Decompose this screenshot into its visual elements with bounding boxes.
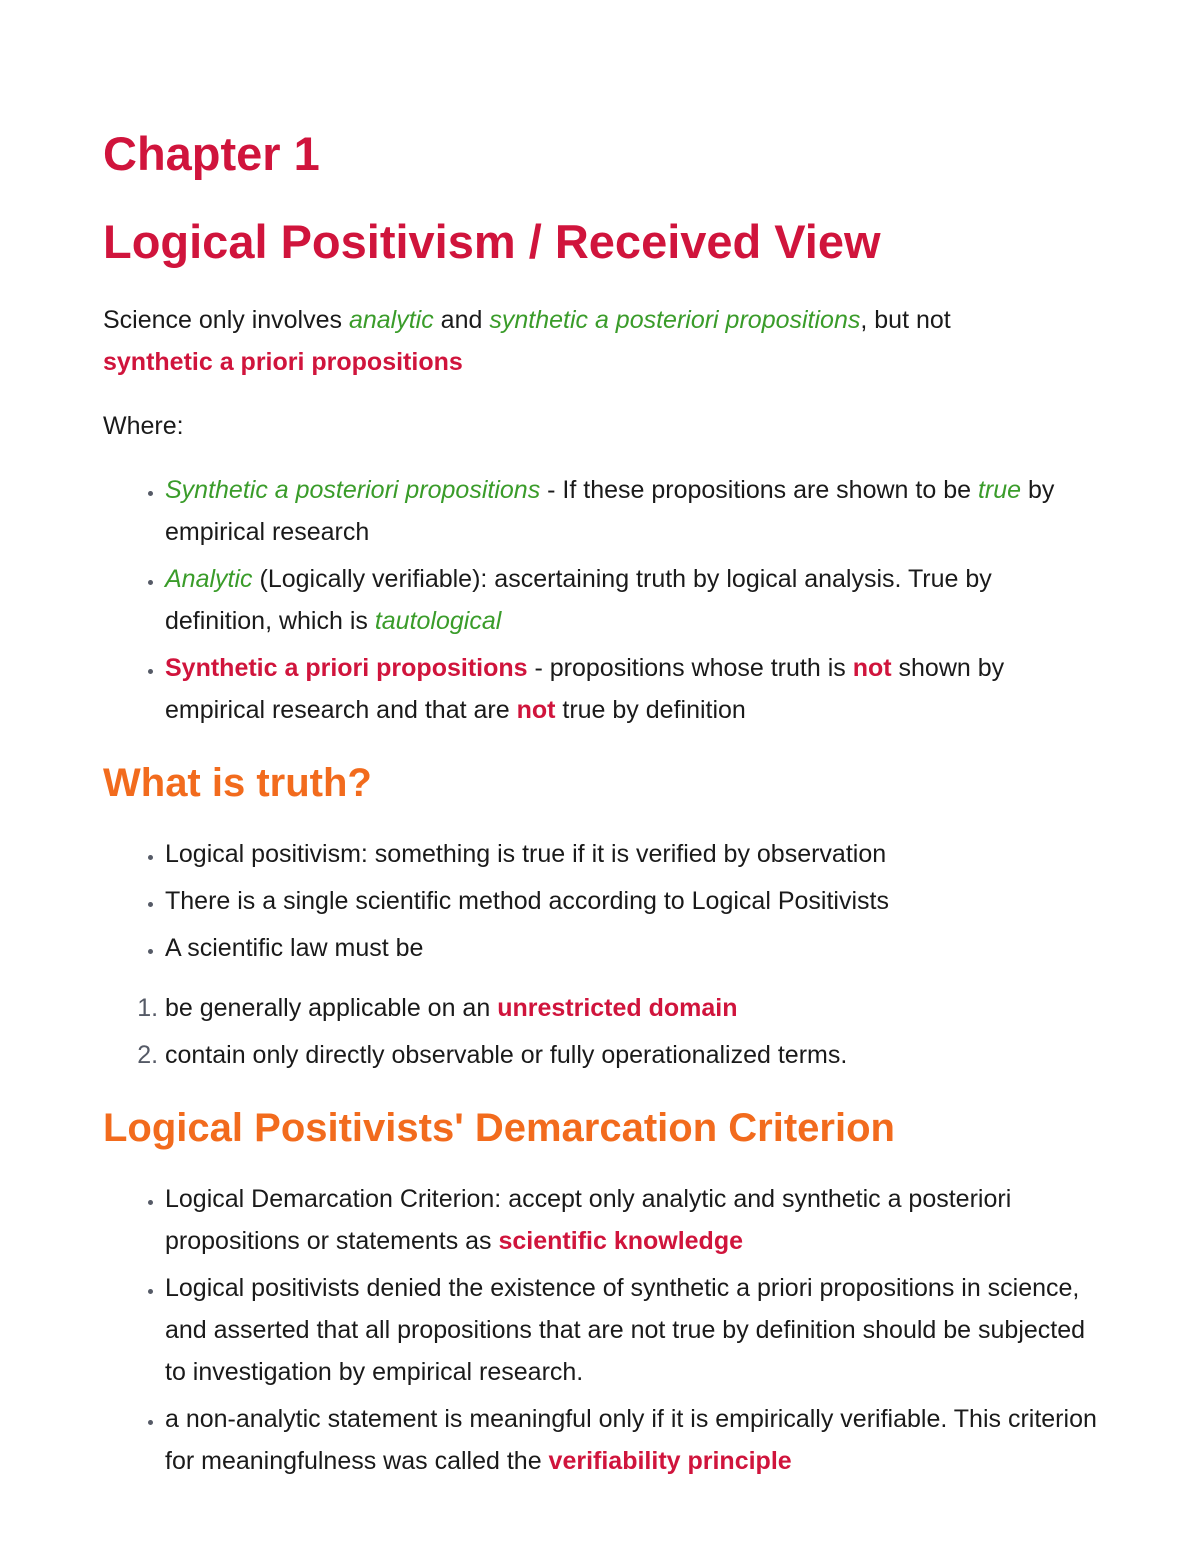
term-analytic: analytic — [348, 305, 434, 334]
list-item — [165, 1178, 1103, 1262]
list-item: • There is a single scientific method according to Logical Positivists — [165, 880, 1103, 922]
numbered-item — [165, 987, 1103, 1029]
item-text: contain only directly observable or fully operationalized terms. — [165, 1040, 848, 1069]
list-item — [165, 469, 1103, 553]
term-unrestricted-domain: unrestricted domain — [497, 993, 738, 1022]
list-item: • Logical positivism: something is true if it is verified by observation — [165, 833, 1103, 875]
definition-text: - If these propositions are shown to be — [540, 475, 978, 504]
item-text: a non-analytic statement is meaningful only if it is empirically verifiable. This criterion for meaningfulness was called the — [165, 1404, 1097, 1475]
list-item — [165, 1398, 1103, 1482]
emphasis-not: not — [852, 653, 892, 682]
document-content — [103, 126, 1103, 1487]
term-tautological: tautological — [374, 606, 502, 635]
definitions-list — [103, 469, 1103, 731]
term-synthetic-a-priori: Synthetic a priori propositions — [165, 653, 528, 682]
definition-text: shown by empirical research and that are — [165, 653, 1005, 724]
term-scientific-knowledge: scientific knowledge — [498, 1226, 744, 1255]
definition-text: by empirical research — [165, 475, 1055, 546]
list-item: • A scientific law must be — [165, 927, 1103, 969]
intro-paragraph — [103, 299, 1103, 383]
chapter-heading: Chapter 1 — [103, 127, 320, 180]
item-text: Logical Demarcation Criterion: accept only analytic and synthetic a posteriori propositions or statements as — [165, 1184, 1012, 1255]
definition-text: (Logically verifiable): ascertaining truth by logical analysis. True by definition, which is — [165, 564, 992, 635]
demarcation-bullet-list — [103, 1178, 1103, 1482]
emphasis-not: not — [516, 695, 556, 724]
term-analytic: Analytic — [165, 564, 253, 593]
definition-text: - propositions whose truth is — [527, 653, 853, 682]
law-requirements-list — [103, 987, 1103, 1076]
list-item — [165, 1267, 1103, 1393]
term-synthetic-a-priori: synthetic a priori propositions — [103, 347, 463, 376]
intro-text: , but not — [860, 305, 951, 334]
list-item — [165, 558, 1103, 642]
term-true: true — [977, 475, 1022, 504]
list-item — [165, 647, 1103, 731]
where-label: Where: — [103, 411, 184, 440]
item-text: Logical positivists denied the existence of synthetic a priori propositions in science, and asserted that all propositions that are not true by definition should be subjected to investigation by empirical research. — [165, 1273, 1086, 1386]
truth-bullet-list — [103, 833, 1103, 969]
term-synthetic-a-posteriori: synthetic a posteriori propositions — [489, 305, 861, 334]
item-text: be generally applicable on an — [165, 993, 498, 1022]
intro-text: and — [433, 305, 490, 334]
term-synthetic-a-posteriori: Synthetic a posteriori propositions — [165, 475, 541, 504]
section-heading-demarcation: Logical Positivists' Demarcation Criterion — [103, 1105, 895, 1150]
intro-text: Science only involves — [103, 305, 349, 334]
page-title: Logical Positivism / Received View — [103, 215, 881, 269]
term-verifiability-principle: verifiability principle — [548, 1446, 792, 1475]
definition-text: true by definition — [555, 695, 746, 724]
numbered-item — [165, 1034, 1103, 1076]
section-heading-truth: What is truth? — [103, 760, 372, 805]
